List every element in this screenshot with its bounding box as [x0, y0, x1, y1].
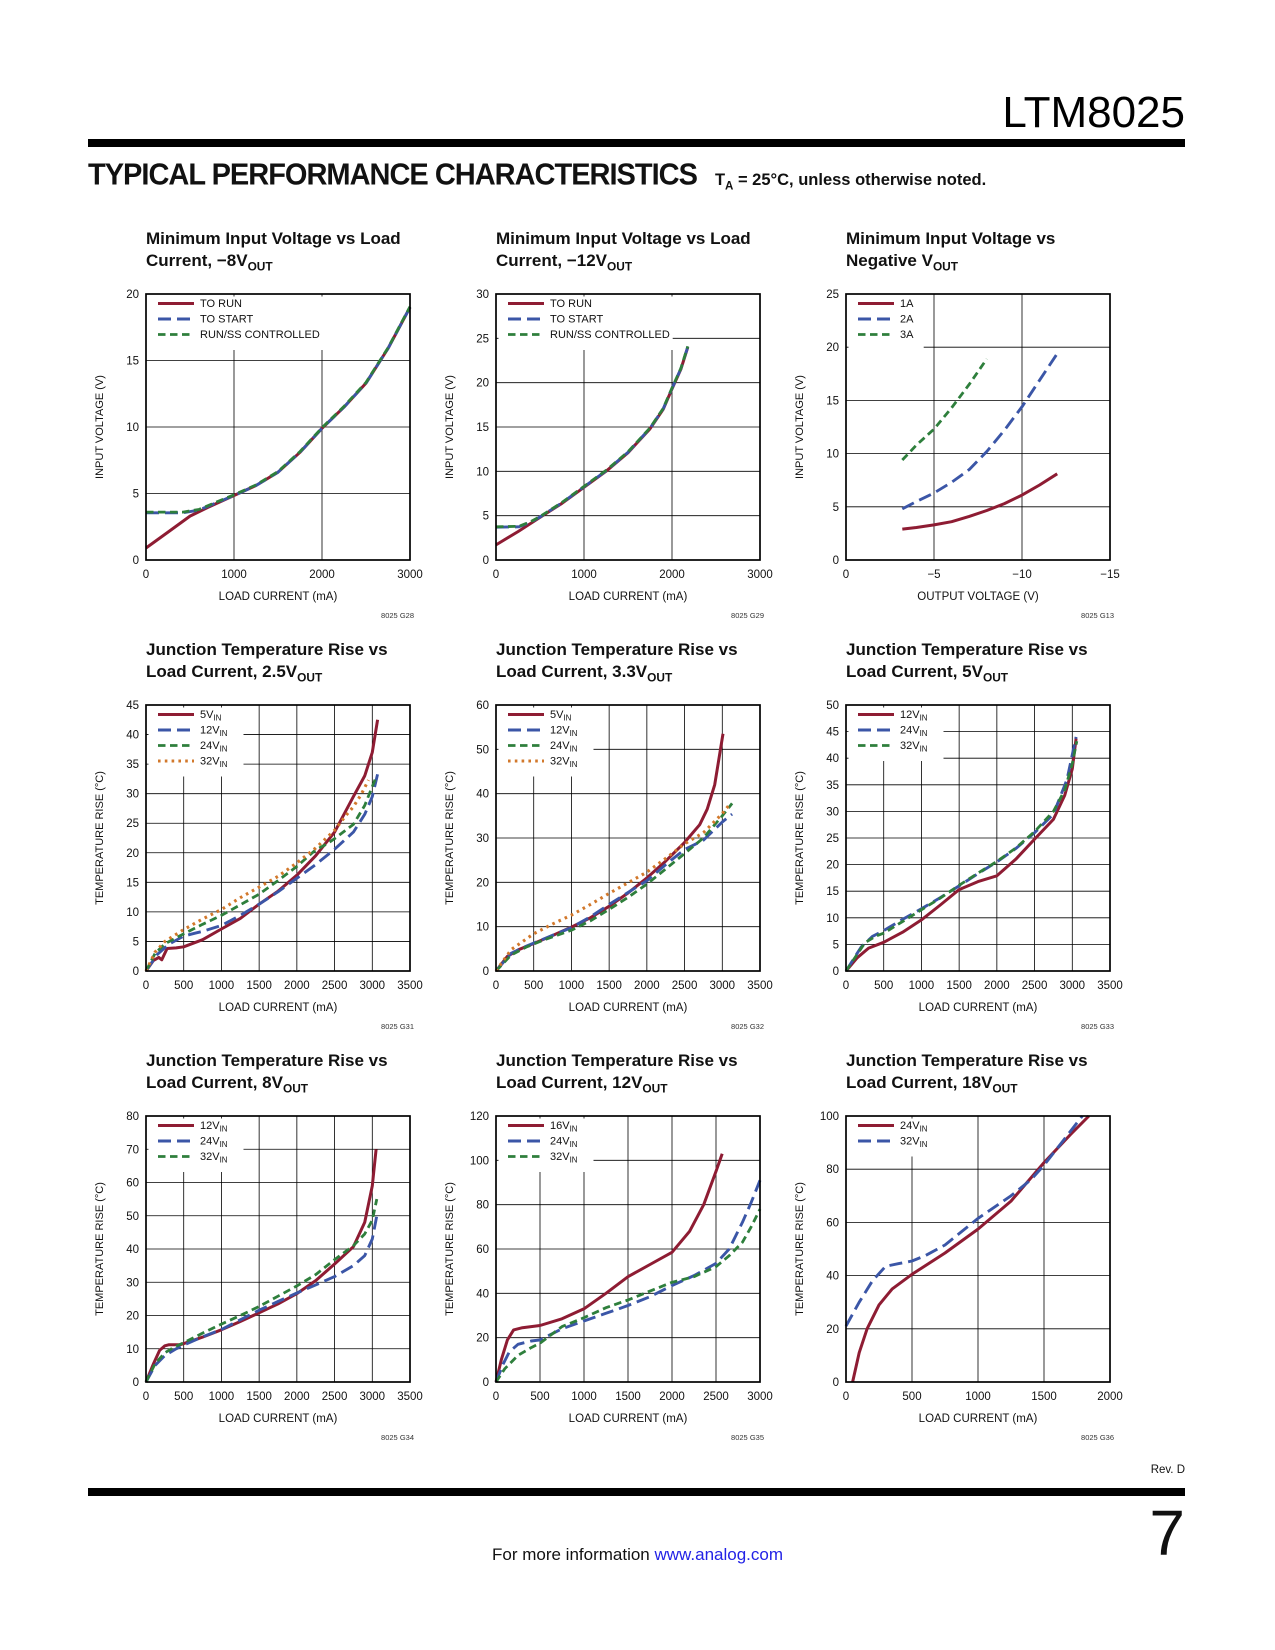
x-tick-label: 3000 — [709, 980, 736, 992]
x-tick-label: 1500 — [246, 1391, 272, 1403]
x-axis-label: LOAD CURRENT (mA) — [218, 1413, 338, 1425]
y-axis-label: TEMPERATURE RISE (°C) — [444, 771, 456, 905]
y-tick-label: 50 — [826, 700, 839, 712]
footer-info — [0, 1545, 1275, 1565]
x-tick-label: 2000 — [309, 569, 335, 581]
y-tick-label: 40 — [826, 1270, 839, 1283]
y-tick-label: 20 — [826, 1323, 839, 1336]
y-tick-label: 5 — [832, 939, 839, 952]
series-2a — [902, 354, 1057, 509]
y-tick-label: 15 — [826, 395, 839, 408]
legend-label: 2A — [900, 313, 914, 326]
chart-g29 — [438, 228, 788, 639]
legend-label: $32V_{IN}$ — [200, 755, 228, 769]
series-32v-in — [846, 741, 1077, 971]
x-tick-label: 500 — [174, 980, 194, 992]
x-tick-label: 3000 — [1059, 980, 1086, 992]
y-tick-label: 10 — [126, 906, 139, 919]
chart-g31 — [88, 639, 438, 1050]
y-tick-label: 20 — [126, 1310, 139, 1323]
y-tick-label: 40 — [126, 1244, 139, 1256]
chart-title: Junction Temperature Rise vs Load Current, $8V_{OUT}$ — [146, 1051, 388, 1096]
x-tick-label: 1500 — [246, 980, 272, 992]
chart-note: 8025 G13 — [1081, 611, 1114, 620]
y-tick-label: 0 — [132, 966, 139, 978]
x-tick-label: 2500 — [321, 1391, 348, 1403]
x-tick-label: 0 — [842, 980, 850, 992]
x-tick-label: 3500 — [397, 1391, 423, 1403]
x-tick-label: 3000 — [747, 1391, 773, 1403]
y-tick-label: 50 — [126, 1210, 139, 1223]
x-tick-label: 1500 — [946, 980, 972, 992]
legend-label: TO START — [550, 313, 604, 326]
legend-label: $24V_{IN}$ — [550, 740, 578, 754]
y-tick-label: 0 — [832, 1377, 839, 1389]
chart-note: 8025 G29 — [731, 611, 764, 620]
legend-label: $24V_{IN}$ — [900, 724, 928, 738]
y-tick-label: 5 — [832, 501, 839, 514]
legend-box — [499, 708, 594, 777]
x-tick-label: 1500 — [1031, 1391, 1057, 1403]
chart-canvas — [88, 695, 438, 1047]
section-title: TYPICAL PERFORMANCE CHARACTERISTICS — [88, 158, 697, 192]
y-axis-label: TEMPERATURE RISE (°C) — [94, 1182, 106, 1316]
y-tick-label: 60 — [476, 700, 489, 712]
document-title: LTM8025 — [1002, 88, 1185, 137]
legend-label: $12V_{IN}$ — [550, 724, 578, 738]
legend-label: TO RUN — [200, 298, 242, 310]
x-tick-label: 3000 — [397, 569, 423, 581]
header-rule — [88, 139, 1185, 147]
x-tick-label: −10 — [1012, 569, 1032, 581]
y-tick-label: 0 — [832, 555, 839, 567]
y-tick-label: 30 — [126, 1277, 139, 1290]
x-tick-label: 1000 — [208, 980, 235, 992]
series-3a — [902, 359, 987, 460]
charts-grid — [88, 228, 1138, 1461]
y-tick-label: 10 — [126, 1343, 139, 1356]
x-tick-label: 500 — [530, 1391, 550, 1403]
x-axis-label: LOAD CURRENT (mA) — [918, 1413, 1038, 1425]
legend-label: $32V_{IN}$ — [550, 1151, 578, 1165]
chart-title: Minimum Input Voltage vs Load Current, $-12V_{OUT}$ — [496, 229, 751, 274]
x-tick-label: −15 — [1100, 569, 1120, 581]
y-tick-label: 0 — [832, 966, 839, 978]
legend-label: $24V_{IN}$ — [200, 740, 228, 754]
legend-box — [149, 708, 244, 777]
series-1a — [902, 474, 1057, 529]
series-run-ss-controlled — [496, 346, 688, 527]
footer-info-text: For more information — [491, 1545, 650, 1564]
x-tick-label: 0 — [492, 569, 500, 581]
y-axis-label: TEMPERATURE RISE (°C) — [794, 1182, 806, 1316]
legend-label: $5V_{IN}$ — [200, 709, 222, 723]
series-24v-in — [146, 1216, 377, 1382]
y-tick-label: 100 — [819, 1111, 839, 1123]
revision-label: Rev. D — [1150, 1464, 1185, 1476]
page-number: 7 — [1149, 1497, 1185, 1569]
legend-label: $12V_{IN}$ — [200, 724, 228, 738]
legend-label: $32V_{IN}$ — [900, 740, 928, 754]
y-tick-label: 0 — [482, 966, 489, 978]
y-tick-label: 40 — [126, 729, 139, 742]
y-tick-label: 50 — [476, 744, 489, 757]
legend-label: $5V_{IN}$ — [550, 709, 572, 723]
legend-label: $12V_{IN}$ — [200, 1120, 228, 1134]
chart-canvas — [438, 284, 788, 636]
x-tick-label: 2000 — [659, 1391, 685, 1403]
x-axis-label: LOAD CURRENT (mA) — [568, 591, 688, 603]
x-tick-label: 3000 — [359, 1391, 386, 1403]
y-axis-label: TEMPERATURE RISE (°C) — [444, 1182, 456, 1316]
x-tick-label: 1500 — [615, 1391, 641, 1403]
x-tick-label: 500 — [524, 980, 544, 992]
y-tick-label: 45 — [126, 700, 139, 712]
chart-note: 8025 G33 — [1081, 1022, 1114, 1031]
chart-title: Junction Temperature Rise vs Load Current, $3.3V_{OUT}$ — [496, 640, 738, 685]
y-tick-label: 30 — [476, 289, 489, 301]
y-tick-label: 15 — [476, 422, 489, 434]
y-tick-label: 60 — [126, 1177, 139, 1190]
legend-label: $24V_{IN}$ — [550, 1135, 578, 1149]
x-tick-label: 0 — [142, 569, 150, 581]
y-tick-label: 45 — [826, 726, 839, 739]
x-tick-label: 1000 — [221, 569, 247, 581]
x-axis-label: LOAD CURRENT (mA) — [218, 591, 338, 603]
section-condition-note: $T_A = 25^\circ C$, unless otherwise noted. — [714, 171, 987, 193]
x-tick-label: 2500 — [1021, 980, 1048, 992]
footer-rule — [88, 1488, 1185, 1496]
legend-label: TO RUN — [550, 298, 592, 310]
chart-canvas — [438, 695, 788, 1047]
y-tick-label: 20 — [476, 1332, 489, 1345]
x-tick-label: 1500 — [596, 980, 622, 992]
series-32v-in — [146, 1199, 377, 1382]
legend-label: $24V_{IN}$ — [900, 1120, 928, 1134]
y-tick-label: 30 — [476, 833, 489, 845]
x-tick-label: 0 — [492, 1391, 500, 1403]
series-24v-in — [146, 777, 376, 971]
y-tick-label: 0 — [132, 555, 139, 567]
x-tick-label: 2000 — [634, 980, 660, 992]
x-tick-label: −5 — [927, 569, 941, 581]
x-tick-label: 3500 — [1097, 980, 1123, 992]
y-tick-label: 120 — [469, 1111, 489, 1123]
x-tick-label: 2500 — [703, 1391, 729, 1403]
y-axis-label: INPUT VOLTAGE (V) — [444, 375, 456, 479]
x-tick-label: 1000 — [965, 1391, 991, 1403]
legend-label: 1A — [900, 298, 914, 310]
legend-label: $32V_{IN}$ — [200, 1151, 228, 1165]
y-tick-label: 10 — [126, 422, 139, 434]
y-tick-label: 20 — [126, 289, 139, 301]
chart-canvas — [438, 1106, 788, 1458]
y-tick-label: 40 — [476, 788, 489, 801]
chart-canvas — [88, 284, 438, 636]
legend-label: $32V_{IN}$ — [550, 755, 578, 769]
y-tick-label: 5 — [482, 510, 489, 523]
series-12v-in — [146, 771, 378, 971]
x-tick-label: 1000 — [908, 980, 935, 992]
y-tick-label: 20 — [476, 377, 489, 390]
y-tick-label: 20 — [126, 847, 139, 860]
legend-label: RUN/SS CONTROLLED — [200, 329, 320, 341]
legend-label: RUN/SS CONTROLLED — [550, 329, 670, 341]
y-tick-label: 15 — [126, 877, 139, 890]
y-tick-label: 80 — [126, 1111, 139, 1123]
y-tick-label: 0 — [482, 1377, 489, 1389]
x-tick-label: 500 — [902, 1391, 922, 1403]
x-tick-label: 2500 — [671, 980, 698, 992]
y-axis-label: TEMPERATURE RISE (°C) — [94, 771, 106, 905]
y-tick-label: 60 — [476, 1244, 489, 1256]
legend-label: $12V_{IN}$ — [900, 709, 928, 723]
y-tick-label: 80 — [476, 1199, 489, 1212]
x-tick-label: 0 — [142, 980, 150, 992]
chart-note: 8025 G35 — [731, 1433, 764, 1442]
chart-canvas — [788, 284, 1138, 636]
y-tick-label: 10 — [826, 448, 839, 461]
y-axis-label: INPUT VOLTAGE (V) — [94, 375, 106, 479]
x-axis-label: LOAD CURRENT (mA) — [918, 1002, 1038, 1014]
x-axis-label: LOAD CURRENT (mA) — [218, 1002, 338, 1014]
y-tick-label: 35 — [126, 759, 139, 772]
x-tick-label: 2000 — [1097, 1391, 1123, 1403]
series-24v-in — [846, 737, 1076, 971]
x-tick-label: 2000 — [659, 569, 685, 581]
chart-g28 — [88, 228, 438, 639]
y-tick-label: 35 — [826, 779, 839, 792]
chart-g36 — [788, 1050, 1138, 1461]
y-tick-label: 5 — [132, 488, 139, 501]
legend-label: 3A — [900, 329, 914, 341]
y-tick-label: 20 — [826, 342, 839, 355]
legend-label: $24V_{IN}$ — [200, 1135, 228, 1149]
y-tick-label: 10 — [826, 912, 839, 925]
x-tick-label: 2500 — [321, 980, 348, 992]
chart-note: 8025 G31 — [381, 1022, 414, 1031]
y-tick-label: 10 — [476, 921, 489, 934]
y-tick-label: 25 — [826, 289, 839, 301]
y-tick-label: 20 — [476, 877, 489, 890]
chart-note: 8025 G32 — [731, 1022, 764, 1031]
y-tick-label: 60 — [826, 1217, 839, 1230]
series-to-start — [496, 347, 688, 527]
x-tick-label: 1000 — [208, 1391, 235, 1403]
series-to-run — [496, 347, 688, 545]
x-axis-label: OUTPUT VOLTAGE (V) — [917, 591, 1039, 603]
legend-label: $32V_{IN}$ — [900, 1135, 928, 1149]
chart-canvas — [788, 695, 1138, 1047]
y-tick-label: 40 — [826, 753, 839, 766]
x-tick-label: 1000 — [571, 1391, 597, 1403]
y-tick-label: 30 — [826, 806, 839, 819]
y-tick-label: 70 — [126, 1144, 139, 1157]
y-tick-label: 15 — [126, 355, 139, 368]
chart-g34 — [88, 1050, 438, 1461]
x-axis-label: LOAD CURRENT (mA) — [568, 1413, 688, 1425]
chart-g13 — [788, 228, 1138, 639]
y-tick-label: 5 — [132, 936, 139, 949]
y-axis-label: TEMPERATURE RISE (°C) — [794, 771, 806, 905]
x-tick-label: 0 — [842, 1391, 850, 1403]
x-tick-label: 3500 — [747, 980, 773, 992]
y-tick-label: 30 — [126, 788, 139, 801]
x-tick-label: 2000 — [284, 1391, 310, 1403]
chart-title: Minimum Input Voltage vs Load Current, $-8V_{OUT}$ — [146, 229, 401, 274]
x-tick-label: 0 — [492, 980, 500, 992]
x-tick-label: 0 — [142, 1391, 150, 1403]
analog-website-link[interactable]: www.analog.com — [654, 1545, 784, 1564]
chart-g35 — [438, 1050, 788, 1461]
y-tick-label: 15 — [826, 886, 839, 899]
y-axis-label: INPUT VOLTAGE (V) — [794, 375, 806, 479]
x-tick-label: 2000 — [284, 980, 310, 992]
y-tick-label: 25 — [826, 833, 839, 845]
y-tick-label: 0 — [132, 1377, 139, 1389]
chart-title: Junction Temperature Rise vs Load Current, $2.5V_{OUT}$ — [146, 640, 388, 685]
series-12v-in — [846, 739, 1076, 972]
chart-note: 8025 G36 — [1081, 1433, 1114, 1442]
y-tick-label: 25 — [126, 818, 139, 831]
y-tick-label: 0 — [482, 555, 489, 567]
x-tick-label: 500 — [174, 1391, 194, 1403]
y-tick-label: 40 — [476, 1288, 489, 1301]
x-tick-label: 1000 — [558, 980, 585, 992]
chart-g33 — [788, 639, 1138, 1050]
chart-note: 8025 G28 — [381, 611, 414, 620]
y-tick-label: 20 — [826, 859, 839, 872]
legend-label: $16V_{IN}$ — [550, 1120, 578, 1134]
legend-label: TO START — [200, 313, 254, 326]
chart-title: Junction Temperature Rise vs Load Current, $5V_{OUT}$ — [846, 640, 1088, 685]
x-tick-label: 3000 — [747, 569, 773, 581]
section-header — [88, 160, 1185, 193]
chart-g32 — [438, 639, 788, 1050]
chart-note: 8025 G34 — [381, 1433, 414, 1442]
x-tick-label: 2000 — [984, 980, 1010, 992]
y-tick-label: 80 — [826, 1164, 839, 1177]
x-axis-label: LOAD CURRENT (mA) — [568, 1002, 688, 1014]
y-tick-label: 100 — [469, 1155, 489, 1168]
x-tick-label: 3500 — [397, 980, 423, 992]
x-tick-label: 1000 — [571, 569, 597, 581]
chart-title: Junction Temperature Rise vs Load Current, $18V_{OUT}$ — [846, 1051, 1088, 1096]
y-tick-label: 10 — [476, 466, 489, 479]
chart-title: Minimum Input Voltage vs Negative $V_{OUT}$ — [846, 229, 1056, 274]
chart-canvas — [88, 1106, 438, 1458]
chart-title: Junction Temperature Rise vs Load Current, $12V_{OUT}$ — [496, 1051, 738, 1096]
x-tick-label: 3000 — [359, 980, 386, 992]
chart-canvas — [788, 1106, 1138, 1458]
y-tick-label: 25 — [476, 333, 489, 346]
x-tick-label: 500 — [874, 980, 894, 992]
series-32v-in — [146, 780, 369, 971]
x-tick-label: 0 — [842, 569, 850, 581]
